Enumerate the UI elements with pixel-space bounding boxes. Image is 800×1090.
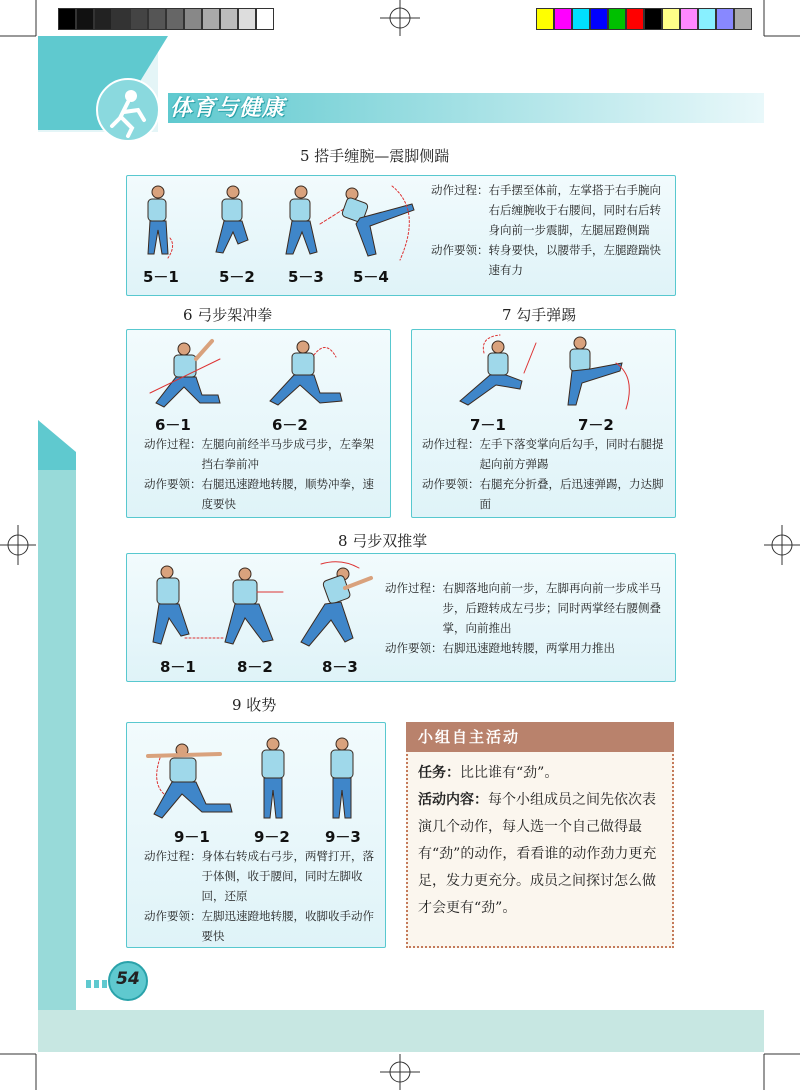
figure-label: 7－2 (578, 416, 614, 434)
page-number: 54 (116, 969, 140, 989)
essentials-label: 动作要领： (144, 477, 202, 491)
figure-label: 9－3 (325, 828, 361, 846)
task-text: 比比谁有“劲”。 (460, 765, 559, 781)
process-text: 右脚落地向前一步，左脚再向前一步成半马步，后蹬转成左弓步；同时两掌经右腰侧叠掌，向前推出 (442, 581, 661, 635)
section-6-title: 6 弓步架冲拳 (183, 306, 273, 324)
section-9-figures (140, 728, 375, 824)
figure-label: 6－2 (272, 416, 308, 434)
process-label: 动作过程： (431, 183, 489, 197)
figure-label: 8－3 (322, 658, 358, 676)
header-title: 体育与健康 (170, 96, 286, 121)
figure-label: 5－2 (219, 268, 255, 286)
essentials-text: 右腿充分折叠，后迅速弹踢，力达脚面 (479, 477, 664, 511)
figure-label: 9－1 (174, 828, 210, 846)
figure-label: 5－3 (288, 268, 324, 286)
essentials-label: 动作要领： (431, 243, 489, 257)
sports-logo-icon (96, 78, 160, 142)
figure-label: 8－2 (237, 658, 273, 676)
section-5-description (431, 180, 669, 280)
task-label: 任务： (418, 765, 460, 781)
process-label: 动作过程： (385, 581, 443, 595)
process-text: 身体右转成右弓步，两臂打开，落于体侧，收于腰间，同时左脚收回，还原 (201, 849, 374, 903)
figure-label: 6－1 (155, 416, 191, 434)
section-8-description (385, 578, 671, 658)
figure-label: 5－4 (353, 268, 389, 286)
section-9-description (144, 846, 380, 946)
section-9-title: 9 收势 (232, 696, 277, 714)
figure-label: 5－1 (143, 268, 179, 286)
figure-label: 9－2 (254, 828, 290, 846)
page-number-badge (108, 961, 148, 1001)
section-7-title: 7 勾手弹踢 (502, 306, 577, 324)
process-text: 左腿向前经半马步成弓步，左拳架挡右拳前冲 (201, 437, 374, 471)
process-label: 动作过程： (144, 849, 202, 863)
essentials-label: 动作要领： (385, 641, 443, 655)
process-label: 动作过程： (422, 437, 480, 451)
section-6-description (144, 434, 384, 514)
process-label: 动作过程： (144, 437, 202, 451)
activity-content-label: 活动内容： (418, 792, 488, 808)
section-8-figures (145, 558, 380, 654)
section-7-figures (440, 333, 645, 415)
figure-label: 7－1 (470, 416, 506, 434)
process-text: 左手下落变掌向后勾手，同时右腿提起向前方弹踢 (479, 437, 664, 471)
section-7-description (422, 434, 668, 514)
essentials-text: 右脚迅速蹬地转腰，两掌用力推出 (442, 641, 615, 655)
group-activity-heading: 小组自主活动 (418, 728, 521, 746)
activity-content-text: 每个小组成员之间先依次表演几个动作，每人选一个自己做得最有“劲”的动作，看看谁的动作劲力更充足，发力更充分。成员之间探讨怎么做才会更有“劲”。 (418, 792, 657, 916)
section-5-figures (130, 180, 420, 268)
essentials-text: 右腿迅速蹬地转腰，顺势冲拳，速度要快 (201, 477, 374, 511)
group-activity-header (406, 722, 674, 752)
essentials-text: 左脚迅速蹬地转腰，收脚收手动作要快 (201, 909, 374, 943)
section-5-title: 5 搭手缠腕—震脚侧踹 (300, 147, 450, 165)
essentials-text: 转身要快，以腰带手，左腿蹬踹快速有力 (488, 243, 661, 277)
essentials-label: 动作要领： (422, 477, 480, 491)
essentials-label: 动作要领： (144, 909, 202, 923)
section-8-title: 8 弓步双推掌 (338, 532, 428, 550)
process-text: 右手摆至体前，左掌搭于右手腕向右后缠腕收于右腰间，同时右后转身向前一步震脚，左腿屈蹬侧踹 (488, 183, 661, 237)
section-6-figures (140, 333, 375, 415)
figure-label: 8－1 (160, 658, 196, 676)
group-activity-body (418, 760, 666, 922)
